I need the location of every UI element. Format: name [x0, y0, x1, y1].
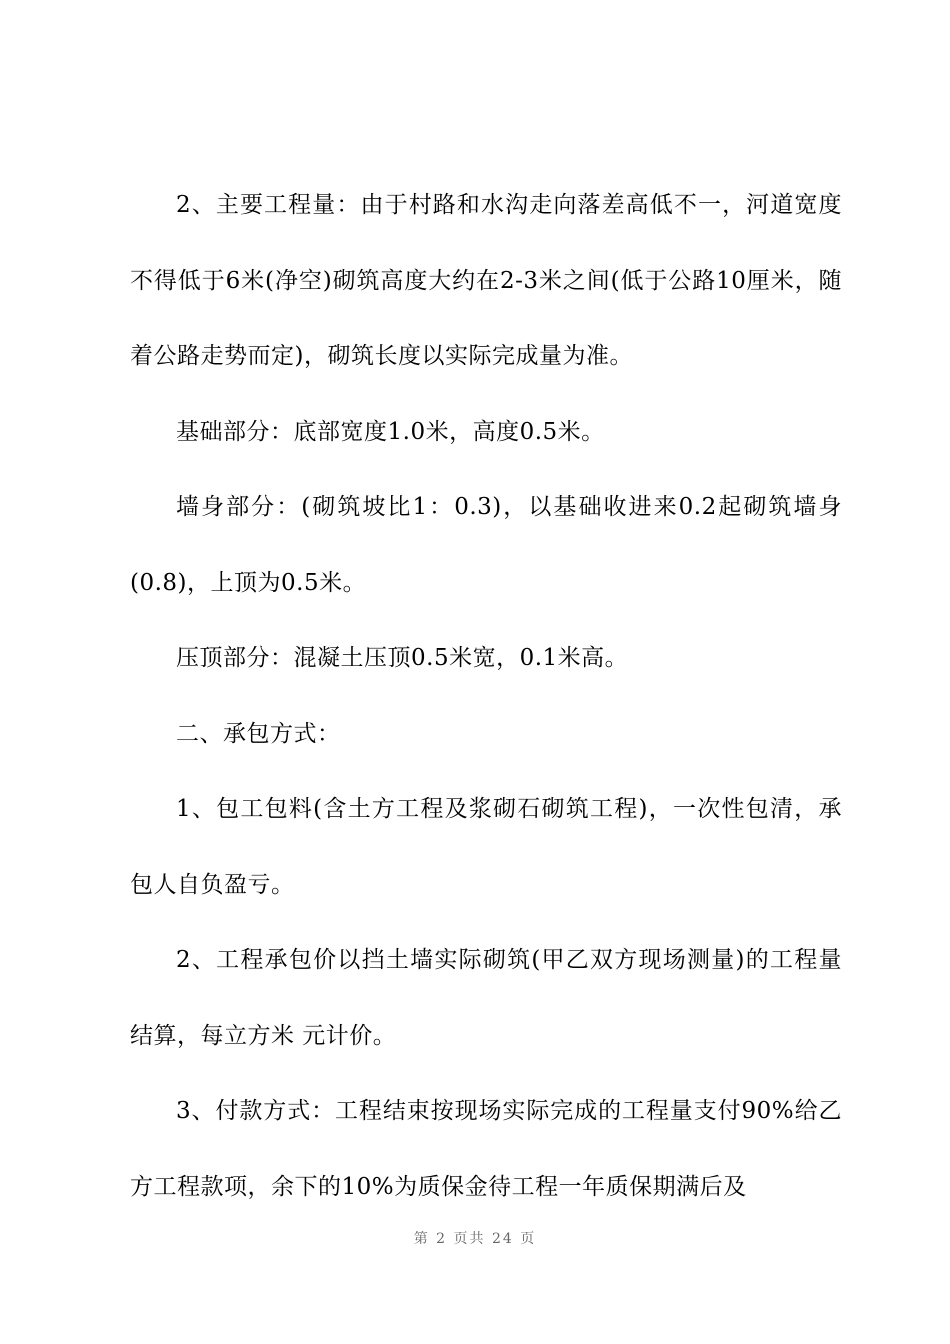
paragraph-foundation: 基础部分：底部宽度1.0米，高度0.5米。: [176, 418, 605, 445]
paragraph-labor-materials: 1、包工包料(含土方工程及浆砌石砌筑工程)，一次性包清，承包人自负盈亏。: [130, 796, 842, 898]
paragraph-contract-price: 2、工程承包价以挡土墙实际砌筑(甲乙双方现场测量)的工程量结算，每立方米 元计价。: [130, 947, 842, 1049]
page-number-footer: 第 2 页共 24 页: [413, 1231, 537, 1247]
paragraph-payment-method: 3、付款方式：工程结束按现场实际完成的工程量支付90%给乙方工程款项，余下的10%为质保金待工程一年质保期满后及: [130, 1098, 842, 1200]
document-body: [130, 168, 842, 1225]
paragraph-wall-body: 墙身部分：(砌筑坡比1：0.3)，以基础收进来0.2起砌筑墙身(0.8)，上顶为0.5米。: [130, 494, 842, 596]
paragraph-coping: 压顶部分：混凝土压顶0.5米宽，0.1米高。: [176, 645, 629, 671]
section-heading-contract-method: 二、承包方式：: [176, 720, 341, 747]
paragraph-main-quantities: 2、主要工程量：由于村路和水沟走向落差高低不一，河道宽度不得低于6米(净空)砌筑高度大约在2-3米之间(低于公路10厘米，随着公路走势而定)，砌筑长度以实际完成量为准。: [130, 192, 842, 369]
